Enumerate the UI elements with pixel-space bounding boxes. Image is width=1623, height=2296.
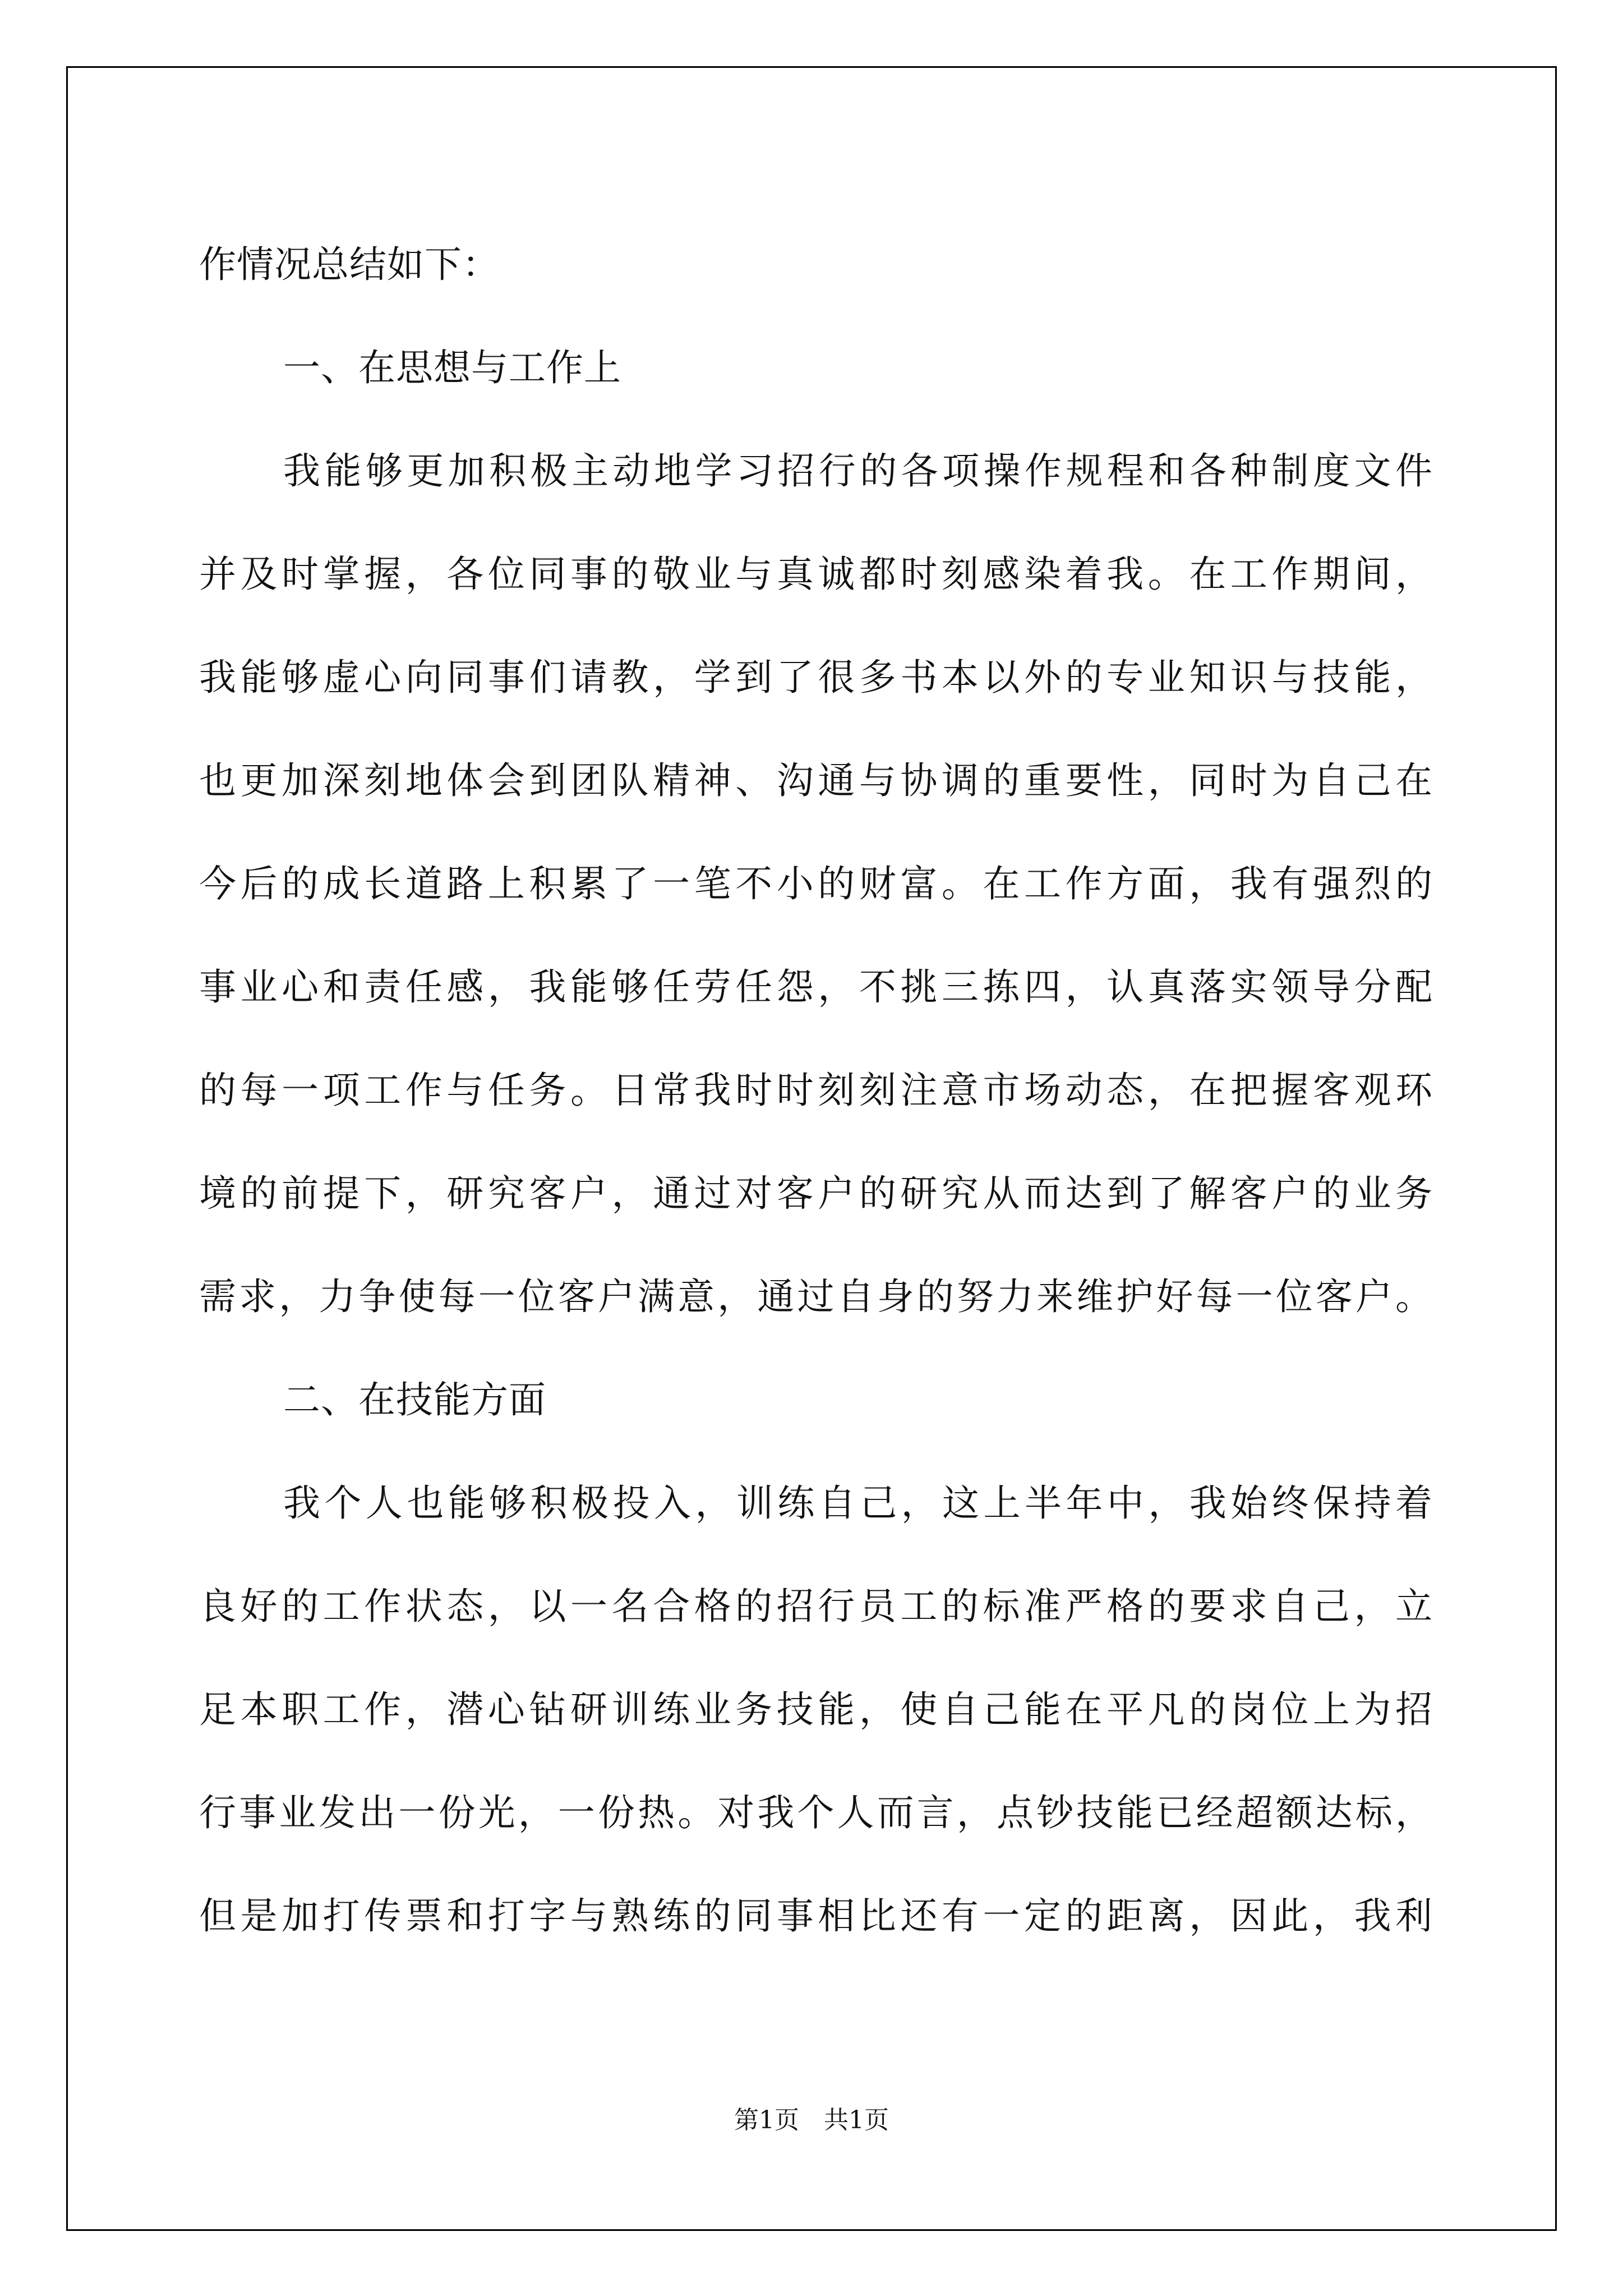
text-line: 事业心和责任感，我能够任劳任怨，不挑三拣四，认真落实领导分配 [199,965,1433,1009]
text-line: 今后的成长道路上积累了一笔不小的财富。在工作方面，我有强烈的 [199,862,1433,905]
text-line: 境的前提下，研究客户，通过对客户的研究从而达到了解客户的业务 [199,1172,1433,1215]
document-body [199,213,1433,1968]
text-line: 我能够虚心向同事们请教，学到了很多书本以外的专业知识与技能， [199,656,1433,699]
text-line: 行事业发出一份光，一份热。对我个人而言，点钞技能已经超额达标， [199,1791,1433,1834]
text-line: 良好的工作状态，以一名合格的招行员工的标准严格的要求自己，立 [199,1585,1433,1628]
section-heading: 一、在思想与工作上 [283,346,621,389]
text-line: 并及时掌握，各位同事的敬业与真诚都时刻感染着我。在工作期间， [199,553,1433,596]
text-line: 的每一项工作与任务。日常我时时刻刻注意市场动态，在把握客观环 [199,1069,1433,1112]
text-line: 但是加打传票和打字与熟练的同事相比还有一定的距离，因此，我利 [199,1894,1433,1938]
section-heading: 二、在技能方面 [283,1378,546,1421]
page-footer: 第1页 共1页 [734,2106,889,2134]
text-line: 足本职工作，潜心钻研训练业务技能，使自己能在平凡的岗位上为招 [199,1688,1433,1731]
text-line: 作情况总结如下： [199,243,500,286]
text-line: 我个人也能够积极投入，训练自己，这上半年中，我始终保持着 [283,1481,1433,1525]
text-line: 我能够更加积极主动地学习招行的各项操作规程和各种制度文件 [283,449,1433,493]
text-line: 也更加深刻地体会到团队精神、沟通与协调的重要性，同时为自己在 [199,759,1433,802]
text-line: 需求，力争使每一位客户满意，通过自身的努力来维护好每一位客户。 [199,1275,1433,1318]
